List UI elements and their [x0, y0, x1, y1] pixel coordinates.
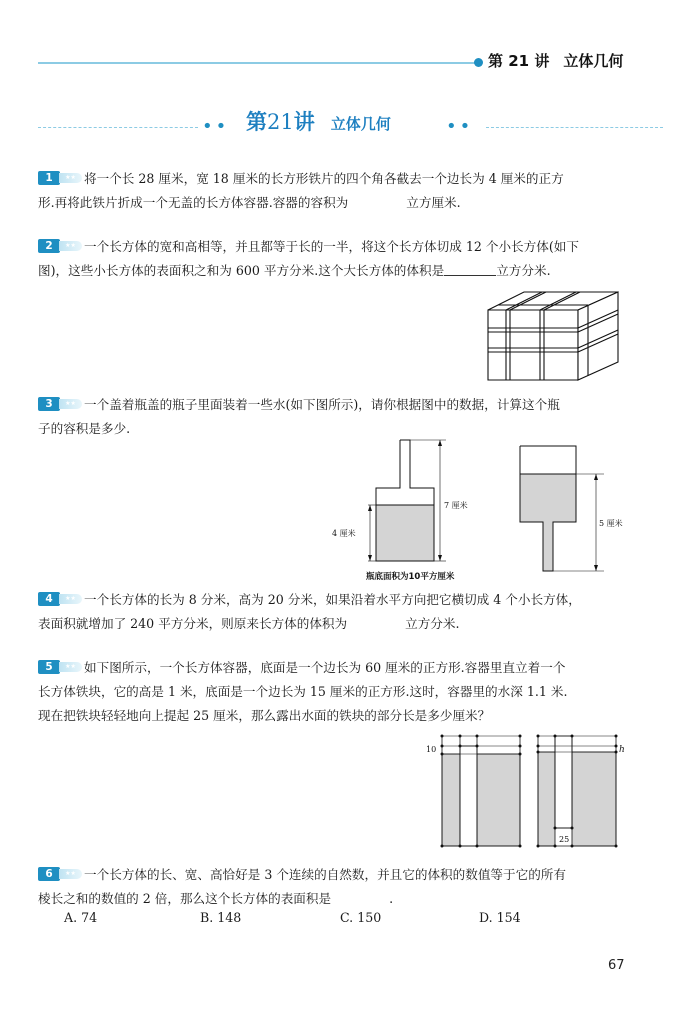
option-b: B. 148	[200, 910, 242, 925]
running-header	[488, 50, 623, 71]
problem-1: 1 ★★ 将一个长 28 厘米，宽 18 厘米的长方形铁片的四个角各截去一个边长为 4 厘米的正方 形.再将此铁片折成一个无盖的长方体容器.容器的容积为 立方厘米.	[38, 171, 564, 210]
bottle-caption: 瓶底面积为10平方厘米	[366, 572, 455, 582]
header-topic: 立体几何	[563, 52, 624, 70]
header-lecture: 第 21 讲	[488, 52, 550, 70]
problem-badge: 1 ★★	[38, 171, 82, 185]
bottle-height-label: 7 厘米	[444, 501, 468, 510]
cuboid-cut-figure	[484, 290, 626, 386]
title-rule-right	[486, 127, 663, 128]
container-figure	[422, 730, 632, 850]
option-d: D. 154	[479, 910, 521, 925]
problem-5: 5 ★★ 如下图所示，一个长方体容器，底面是一个边长为 60 厘米的正方形.容器里直立着一个 长方体铁块，它的高是 1 米，底面是一个边长为 15 厘米的正方形.这时，容器里的水深 1.1 米. 现在把铁块轻轻地向上提起 25 厘米，那么露出水面的铁块的部分长是多少厘米？	[38, 660, 568, 723]
problem-3: 3 ★★ 一个盖着瓶盖的瓶子里面装着一些水(如下图所示)，请你根据图中的数据，计算这个瓶 子的容积是多少.	[38, 397, 560, 436]
water-height-label: 4 厘米	[332, 529, 356, 538]
page-number: 67	[608, 958, 625, 973]
label-10: 10	[426, 745, 437, 754]
inverted-height-label: 5 厘米	[599, 519, 623, 528]
problem-badge: 3 ★★	[38, 397, 82, 411]
title-dots-right-icon: ••	[446, 116, 474, 137]
chapter-subtitle: 立体几何	[330, 115, 391, 133]
answer-blank	[444, 263, 496, 276]
chapter-title: 第21讲 立体几何	[246, 110, 391, 134]
option-a: A. 74	[64, 910, 98, 925]
title-rule-left	[38, 127, 198, 128]
option-c: C. 150	[340, 910, 382, 925]
header-dot-icon	[474, 58, 483, 67]
bottle-inverted-figure	[510, 436, 630, 576]
problem-4: 4 ★★ 一个长方体的长为 8 分米，高为 20 分米，如果沿着水平方向把它横切成 4 个小长方体， 表面积就增加了 240 平方分米，则原来长方体的体积为 立方分米.	[38, 592, 581, 631]
chapter-title-row	[38, 106, 663, 140]
bottle-upright-figure	[328, 436, 478, 586]
problem-badge: 6 ★★	[38, 867, 82, 881]
problem-badge: 4 ★★	[38, 592, 82, 606]
label-h: h	[619, 745, 625, 755]
header-rule	[38, 62, 476, 64]
problem-badge: 2 ★★	[38, 239, 82, 253]
title-dots-left-icon: ••	[202, 116, 230, 137]
problem-2: 2 ★★ 一个长方体的宽和高相等，并且都等于长的一半，将这个长方体切成 12 个小长方体(如下 图)，这些小长方体的表面积之和为 600 平方分米.这个大长方体的体积是 立方分米.	[38, 239, 579, 278]
problem-6: 6 ★★ 一个长方体的长、宽、高恰好是 3 个连续的自然数，并且它的体积的数值等于它的所有 棱长之和的数值的 2 倍，那么这个长方体的表面积是 .	[38, 867, 566, 906]
label-25: 25	[559, 835, 570, 844]
problem-badge: 5 ★★	[38, 660, 82, 674]
